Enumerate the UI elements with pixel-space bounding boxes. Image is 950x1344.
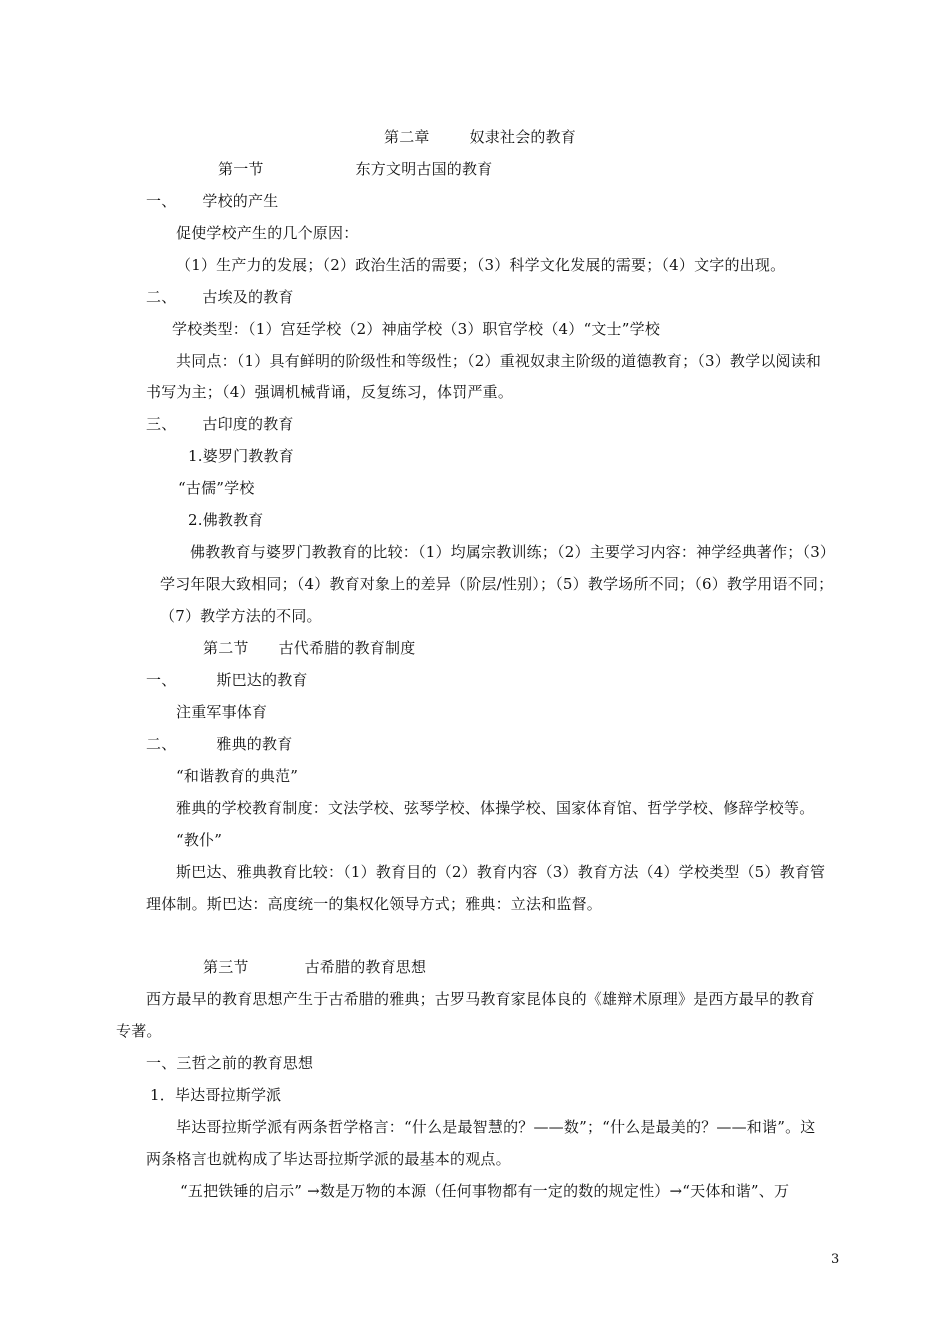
paragraph: 学习年限大致相同；（4）教育对象上的差异（阶层/性别）；（5）教学场所不同；（6）教学用语不同； bbox=[160, 575, 834, 593]
paragraph: 两条格言也就构成了毕达哥拉斯学派的最基本的观点。 bbox=[146, 1150, 511, 1168]
item-number: 三、 bbox=[146, 415, 177, 433]
item-number: 二、 bbox=[146, 288, 177, 306]
chapter-title: 奴隶社会的教育 bbox=[469, 128, 577, 146]
paragraph: “教仆” bbox=[176, 831, 223, 849]
paragraph: 理体制。斯巴达：高度统一的集权化领导方式；雅典：立法和监督。 bbox=[146, 895, 603, 913]
heading-athens bbox=[146, 734, 292, 754]
item-title: 斯巴达的教育 bbox=[216, 671, 308, 689]
section-1-number: 第一节 bbox=[218, 160, 264, 178]
page-number: 3 bbox=[831, 1252, 840, 1267]
paragraph: （1）生产力的发展；（2）政治生活的需要；（3）科学文化发展的需要；（4）文字的出现。 bbox=[176, 256, 786, 274]
paragraph: 佛教教育与婆罗门教教育的比较：（1）均属宗教训练；（2）主要学习内容：神学经典著作；（3） bbox=[190, 543, 836, 561]
item-title: 古埃及的教育 bbox=[202, 288, 294, 306]
paragraph: 西方最早的教育思想产生于古希腊的雅典；古罗马教育家昆体良的《雄辩术原理》是西方最早的教育 bbox=[146, 990, 815, 1008]
item-number: 一、 bbox=[146, 192, 177, 210]
section-3-heading bbox=[203, 957, 426, 977]
paragraph: 注重军事体育 bbox=[176, 703, 268, 721]
heading-school-origin bbox=[146, 191, 278, 211]
section-1-heading bbox=[218, 159, 492, 179]
paragraph: 书写为主；（4）强调机械背诵，反复练习，体罚严重。 bbox=[146, 383, 514, 401]
item-number: 二、 bbox=[146, 735, 177, 753]
paragraph: 专著。 bbox=[116, 1022, 162, 1040]
heading-egypt bbox=[146, 287, 294, 307]
heading-pythagoreans: 1．毕达哥拉斯学派 bbox=[150, 1086, 282, 1104]
paragraph: （7）教学方法的不同。 bbox=[160, 607, 322, 625]
paragraph: 2.佛教教育 bbox=[188, 511, 264, 529]
paragraph: 促使学校产生的几个原因： bbox=[176, 224, 359, 242]
chapter-number: 第二章 bbox=[384, 128, 430, 146]
paragraph: “和谐教育的典范” bbox=[176, 767, 299, 785]
section-2-number: 第二节 bbox=[203, 639, 249, 657]
heading-sparta bbox=[146, 670, 308, 690]
item-title: 古印度的教育 bbox=[202, 415, 294, 433]
section-2-heading bbox=[203, 638, 415, 658]
paragraph: “古儒”学校 bbox=[178, 479, 255, 497]
section-1-title: 东方文明古国的教育 bbox=[355, 160, 493, 178]
section-2-title: 古代希腊的教育制度 bbox=[278, 639, 416, 657]
section-3-number: 第三节 bbox=[203, 958, 249, 976]
chapter-heading bbox=[384, 127, 576, 147]
paragraph: “五把铁锤的启示” →数是万物的本源（任何事物都有一定的数的规定性）→“天体和谐”、万 bbox=[180, 1182, 790, 1200]
item-number: 一、 bbox=[146, 671, 177, 689]
item-title: 雅典的教育 bbox=[216, 735, 293, 753]
paragraph: 斯巴达、雅典教育比较：（1）教育目的（2）教育内容（3）教育方法（4）学校类型（5）教育管 bbox=[176, 863, 826, 881]
paragraph: 雅典的学校教育制度：文法学校、弦琴学校、体操学校、国家体育馆、哲学学校、修辞学校等。 bbox=[176, 799, 815, 817]
paragraph: 共同点：（1）具有鲜明的阶级性和等级性；（2）重视奴隶主阶级的道德教育；（3）教学以阅读和 bbox=[176, 352, 822, 370]
heading-india bbox=[146, 414, 294, 434]
paragraph: 毕达哥拉斯学派有两条哲学格言：“什么是最智慧的？——数”；“什么是最美的？——和谐”。这 bbox=[176, 1118, 816, 1136]
item-title: 学校的产生 bbox=[202, 192, 279, 210]
paragraph: 学校类型：（1）宫廷学校（2）神庙学校（3）职官学校（4）“文士”学校 bbox=[172, 320, 661, 338]
section-3-title: 古希腊的教育思想 bbox=[304, 958, 427, 976]
heading-pre-three-philosophers: 一、三哲之前的教育思想 bbox=[146, 1054, 314, 1072]
paragraph: 1.婆罗门教教育 bbox=[188, 447, 294, 465]
